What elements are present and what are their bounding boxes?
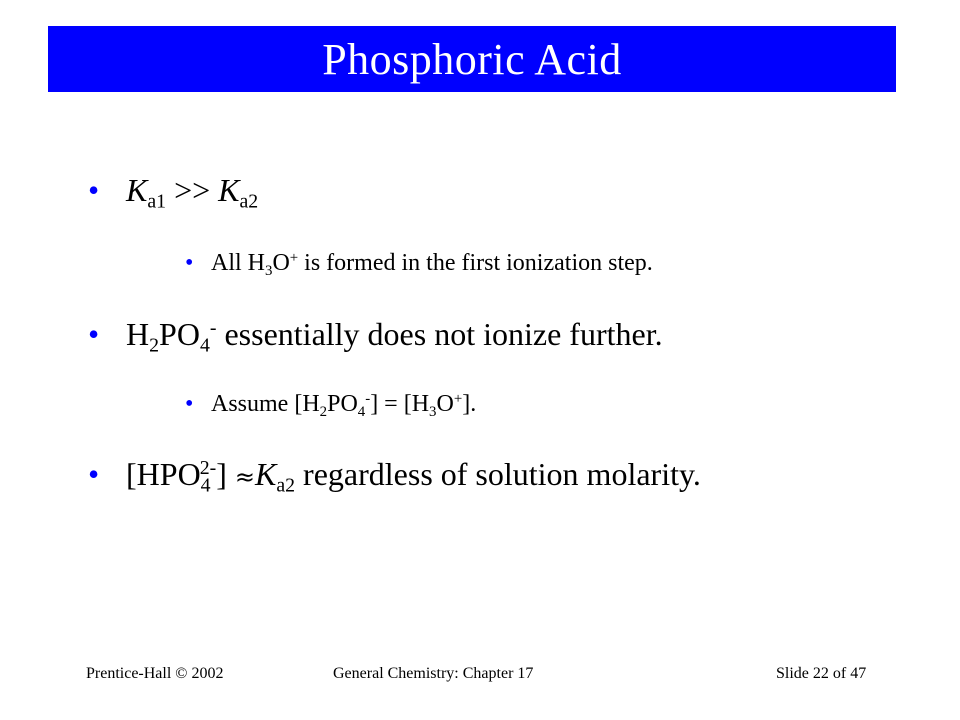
- approx-symbol-glyph: ≈: [234, 463, 255, 491]
- bullet-ka-comparison: • $K_{a1} >> K_{a2}$: [88, 172, 259, 213]
- footer-left: Prentice-Hall © 2002: [86, 665, 224, 682]
- bullet-dot-icon: •: [88, 456, 100, 492]
- slide-title: Phosphoric Acid: [322, 34, 622, 84]
- bullet-hpo4-approx-ka2: • $[HPO_4^{2-}] \approx K_{a2}$ regardless of solution molarity.: [88, 456, 701, 497]
- bullet-dot-icon: •: [88, 172, 100, 208]
- subbullet-assume-equality: • Assume $[H_2PO_4^-] = [H_3O^+]$.: [185, 390, 477, 420]
- title-bar: [48, 26, 896, 92]
- bullet-dot-icon: •: [185, 250, 194, 276]
- bullet-dot-icon: •: [185, 391, 194, 417]
- footer-center: General Chemistry: Chapter 17: [333, 665, 534, 682]
- bullet-h2po4-does-not-ionize: • $H_2PO_4^-$ essentially does not ionize further.: [88, 316, 663, 357]
- subbullet-h3o-formed: • All $H_3O^+$ is formed in the first ionization step.: [185, 249, 653, 279]
- bullet-dot-icon: •: [88, 316, 100, 352]
- footer-right: Slide 22 of 47: [776, 665, 867, 682]
